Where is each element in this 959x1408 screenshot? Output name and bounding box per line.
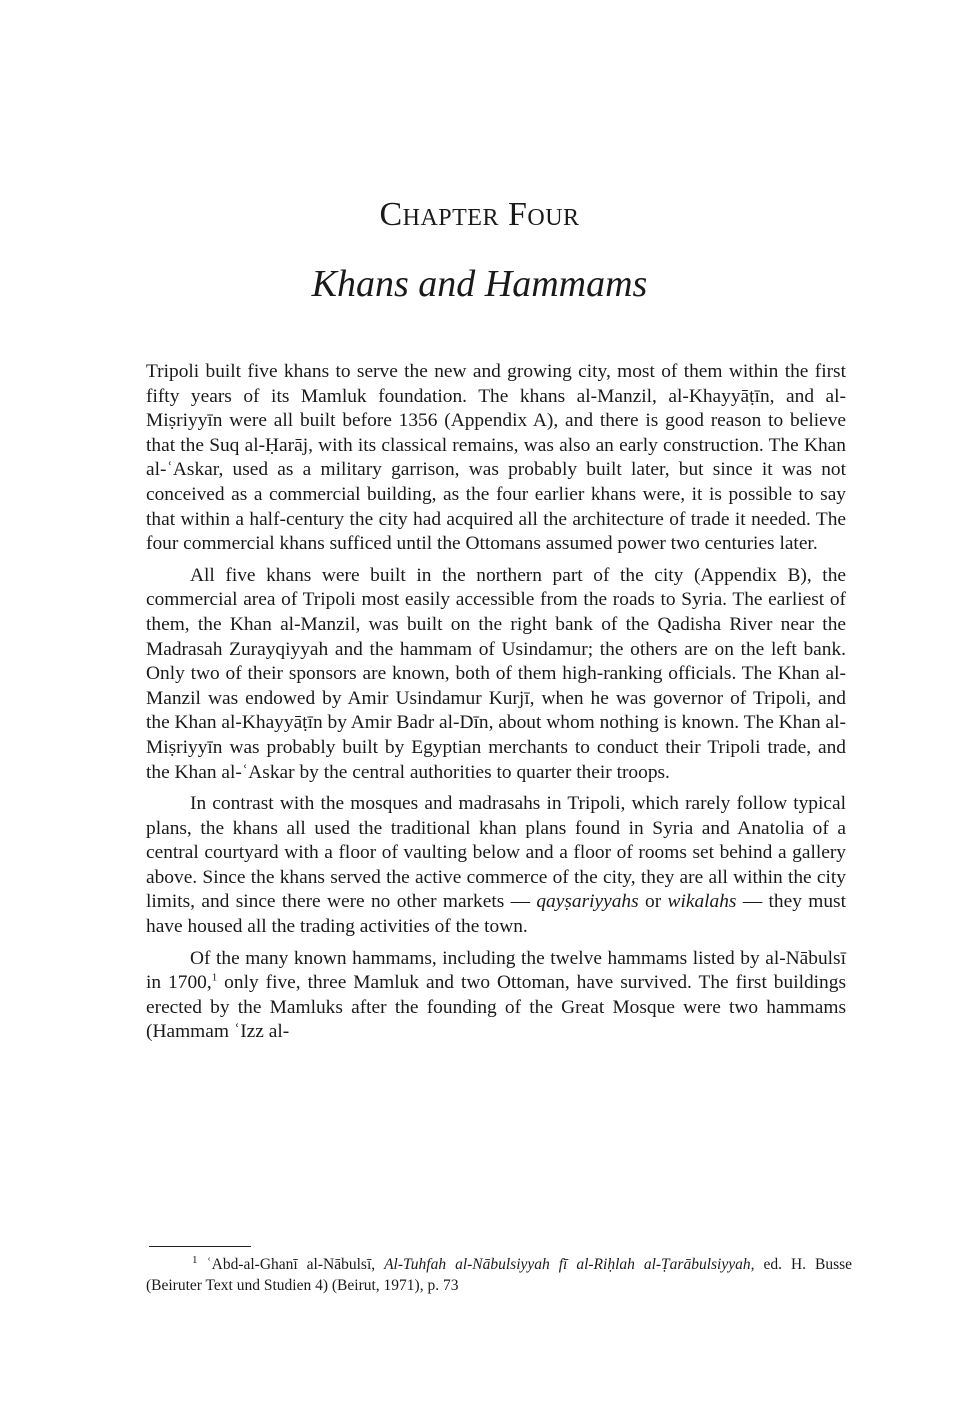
footnote-reference[interactable]: 1 [211, 971, 218, 984]
body-text [146, 360, 846, 1052]
paragraph-3-text-a: In contrast with the mosques and madrasahs in Tripoli, which rarely follow typical plans, the khans all used the traditional khan plans found in Syria and Anatolia of a central courtyard with a floor of vaulting below and a floor of rooms set behind a gallery above. Since the khans served the active commerce of the city, they are all within the city limits, and since there were no other markets — [146, 793, 846, 913]
paragraph-2: All five khans were built in the northern part of the city (Appendix B), the commercial area of Tripoli most easily accessible from the roads to Syria. The earliest of them, the Khan al-Manzil, was built on the right bank of the Qadisha River near the Madrasah Zurayqiyyah and the hammam of Usindamur; the others are on the left bank. Only two of their sponsors are known, both of them high-ranking officials. The Khan al-Manzil was endowed by Amir Usindamur Kurjī, when he was governor of Tripoli, and the Khan al-Khayyāṭīn by Amir Badr al-Dīn, about whom nothing is known. The Khan al-Miṣriyyīn was probably built by Egyptian merchants to conduct their Tripoli trade, and the Khan al-ʿAskar by the central authorities to quarter their troops. [146, 564, 846, 783]
footnote-divider [149, 1246, 251, 1247]
chapter-label: Chapter Four [379, 196, 580, 233]
paragraph-4-text-a: Of the many known hammams, including the twelve hammams listed by al-Nābulsī in 1700, [146, 947, 846, 994]
paragraph-3 [146, 792, 846, 940]
paragraph-4 [146, 947, 846, 1045]
footnote [146, 1254, 852, 1296]
footnote-number: 1 [192, 1253, 198, 1266]
footnote-author: ʿAbd-al-Ghanī al-Nābulsī, [206, 1256, 376, 1273]
term-qaysariyyahs: qayṣariyyahs [536, 891, 639, 913]
footnote-work-title: Al-Tuhfah al-Nābulsiyyah fī al-Riḥlah al-Ṭarābulsiyyah, [384, 1256, 755, 1273]
footnote-citation: ed. H. Busse (Beiruter Text und Studien 4) (Beirut, 1971), p. 73 [146, 1256, 853, 1294]
paragraph-3-text-c: — they must have housed all the trading activities of the town. [146, 891, 846, 938]
term-wikalahs: wikalahs [667, 891, 737, 913]
paragraph-1: Tripoli built five khans to serve the new and growing city, most of them within the first fifty years of its Mamluk foundation. The khans al-Manzil, al-Khayyāṭīn, and al-Miṣriyyīn were all built before 1356 (Appendix A), and there is good reason to believe that the Suq al-Ḥarāj, with its classical remains, was also an early construction. The Khan al-ʿAskar, used as a military garrison, was probably built later, but since it was not conceived as a commercial building, as the four earlier khans were, it is possible to say that within a half-century the city had acquired all the architecture of trade it needed. The four commercial khans sufficed until the Ottomans assumed power two centuries later. [146, 361, 846, 555]
chapter-title: Khans and Hammams [311, 263, 648, 305]
paragraph-3-text-b: or [645, 891, 662, 913]
paragraph-4-text-b: only five, three Mamluk and two Ottoman, have survived. The first buildings erected by the Mamluks after the founding of the Great Mosque were two hammams (Hammam ʿIzz al- [146, 972, 846, 1043]
